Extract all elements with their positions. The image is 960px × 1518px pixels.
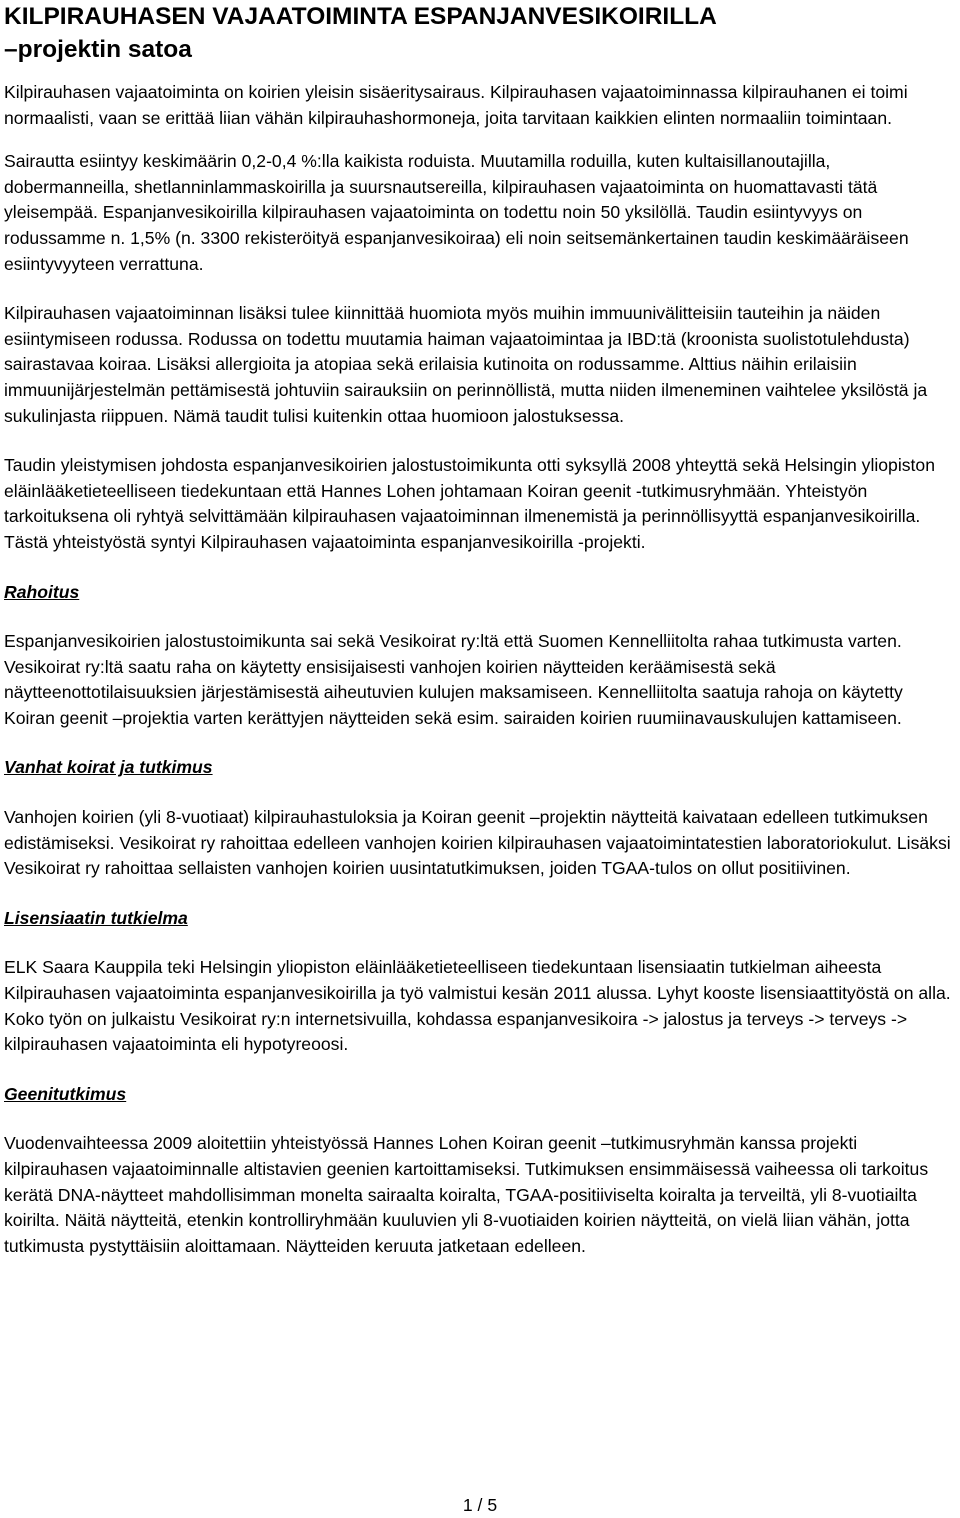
immune-diseases-paragraph: Kilpirauhasen vajaatoiminnan lisäksi tulee kiinnittää huomiota myös muihin immuunivälitteisiin tauteihin ja näiden esiintymiseen rodussa. Rodussa on todettu muutamia haiman vajaatoimintaa ja IBD:tä (kroonista suolistotulehdusta) sairastavaa koiraa. Lisäksi allergioita ja atopiaa sekä erilaisia kutinoita on rodussamme. Alttius näihin erilaisiin immuunijärjestelmän pettämisestä johtuviin sairauksiin on perinnöllistä, mutta niiden ilmeneminen vaihtelee yksilöstä ja sukulinjasta riippuen. Nämä taudit tulisi kuitenkin ottaa huomioon jalostuksessa. (4, 303, 928, 426)
page-number: 1 / 5 (462, 1495, 498, 1515)
document-page (4, 0, 956, 1518)
cooperation-paragraph: Taudin yleistymisen johdosta espanjanvesikoirien jalostustoimikunta otti syksyllä 2008 yhteyttä sekä Helsingin yliopiston eläinlääketieteelliseen tiedekuntaan että Hannes Lohen johtamaan Koiran geenit -tutkimusryhmään. Yhteistyön tarkoituksena oli ryhtyä selvittämään kilpirauhasen vajaatoiminnan ilmenemistä ja perinnöllisyyttä espanjanvesikoirilla. Tästä yhteistyöstä syntyi Kilpirauhasen vajaatoiminta espanjanvesikoirilla -projekti. (4, 455, 935, 552)
intro-paragraph: Kilpirauhasen vajaatoiminta on koirien yleisin sisäeritysairaus. Kilpirauhasen vajaatoiminnassa kilpirauhanen ei toimi normaalisti, vaan se erittää liian vähän kilpirauhashormoneja, joita tarvitaan kaikkien elinten normaaliin toimintaan. (4, 82, 908, 128)
section-heading-rahoitus: Rahoitus (4, 581, 80, 602)
section-text-geenitutkimus: Vuodenvaihteessa 2009 aloitettiin yhteistyössä Hannes Lohen Koiran geenit –tutkimusryhmän kanssa projekti kilpirauhasen vajaatoiminnalle altistavien geenien kartoittamiseksi. Tutkimuksen ensimmäisessä vaiheessa oli tarkoitus kerätä DNA-näytteet mahdollisimman monelta sairaalta koiralta, TGAA-positiiviselta koiralta ja terveiltä, yli 8-vuotiailta koirilta. Näitä näytteitä, etenkin kontrolliryhmään kuuluvien yli 8-vuotiaiden koirien näytteitä, on vielä liian vähän, jotta tutkimusta pystyttäisiin aloittamaan. Näytteiden keruuta jatketaan edelleen. (4, 1133, 929, 1256)
section-heading-geenitutkimus: Geenitutkimus (4, 1083, 127, 1104)
title-line-1: KILPIRAUHASEN VAJAATOIMINTA ESPANJANVESIKOIRILLA (4, 3, 717, 30)
statistics-paragraph: Sairautta esiintyy keskimäärin 0,2-0,4 %:lla kaikista roduista. Muutamilla roduilla, kuten kultaisillanoutajilla, dobermanneilla, shetlanninlammaskoirilla ja suursnautsereilla, kilpirauhasen vajaatoiminta on huomattavasti tätä yleisempää. Espanjanvesikoirilla kilpirauhasen vajaatoiminta on todettu noin 50 yksilöllä. Taudin esiintyvyys on rodussamme n. 1,5% (n. 3300 rekisteröityä espanjanvesikoiraa) eli noin seitsemänkertainen taudin keskimääräiseen esiintyvyyteen verrattuna. (4, 151, 909, 274)
section-heading-vanhat-koirat: Vanhat koirat ja tutkimus (4, 757, 213, 778)
section-text-rahoitus: Espanjanvesikoirien jalostustoimikunta sai sekä Vesikoirat ry:ltä että Suomen Kennelliitolta rahaa tutkimusta varten. Vesikoirat ry:ltä saatu raha on käytetty ensisijaisesti vanhojen koirien näytteiden keräämisestä sekä näytteenottotilaisuuksien järjestämisestä aiheutuvien kulujen maksamiseen. Kennelliitolta saatuja rahoja on käytetty Koiran geenit –projektia varten kerättyjen näytteiden sekä esim. sairaiden koirien ruumiinavauskulujen kattamiseen. (4, 631, 903, 728)
section-text-vanhat-koirat: Vanhojen koirien (yli 8-vuotiaat) kilpirauhastuloksia ja Koiran geenit –projektin näytteitä kaivataan edelleen tutkimuksen edistämiseksi. Vesikoirat ry rahoittaa edelleen vanhojen koirien kilpirauhasen vajaatoimintatestien laboratoriokulut. Lisäksi Vesikoirat ry rahoittaa sellaisten vanhojen koirien uusintatutkimuksen, joiden TGAA-tulos on ollut positiivinen. (4, 807, 951, 879)
page-title (4, 0, 956, 66)
section-heading-lisensiaatti: Lisensiaatin tutkielma (4, 907, 188, 928)
section-text-lisensiaatti: ELK Saara Kauppila teki Helsingin yliopiston eläinlääketieteelliseen tiedekuntaan lisensiaatin tutkielman aiheesta Kilpirauhasen vajaatoiminta espanjanvesikoirilla ja työ valmistui kesän 2011 alussa. Lyhyt kooste lisensiaattityöstä on alla. Koko työn on julkaistu Vesikoirat ry:n internetsivuilla, kohdassa espanjanvesikoira -> jalostus ja terveys -> terveys -> kilpirauhasen vajaatoiminta eli hypotyreoosi. (4, 957, 951, 1055)
title-line-2: –projektin satoa (4, 36, 192, 63)
